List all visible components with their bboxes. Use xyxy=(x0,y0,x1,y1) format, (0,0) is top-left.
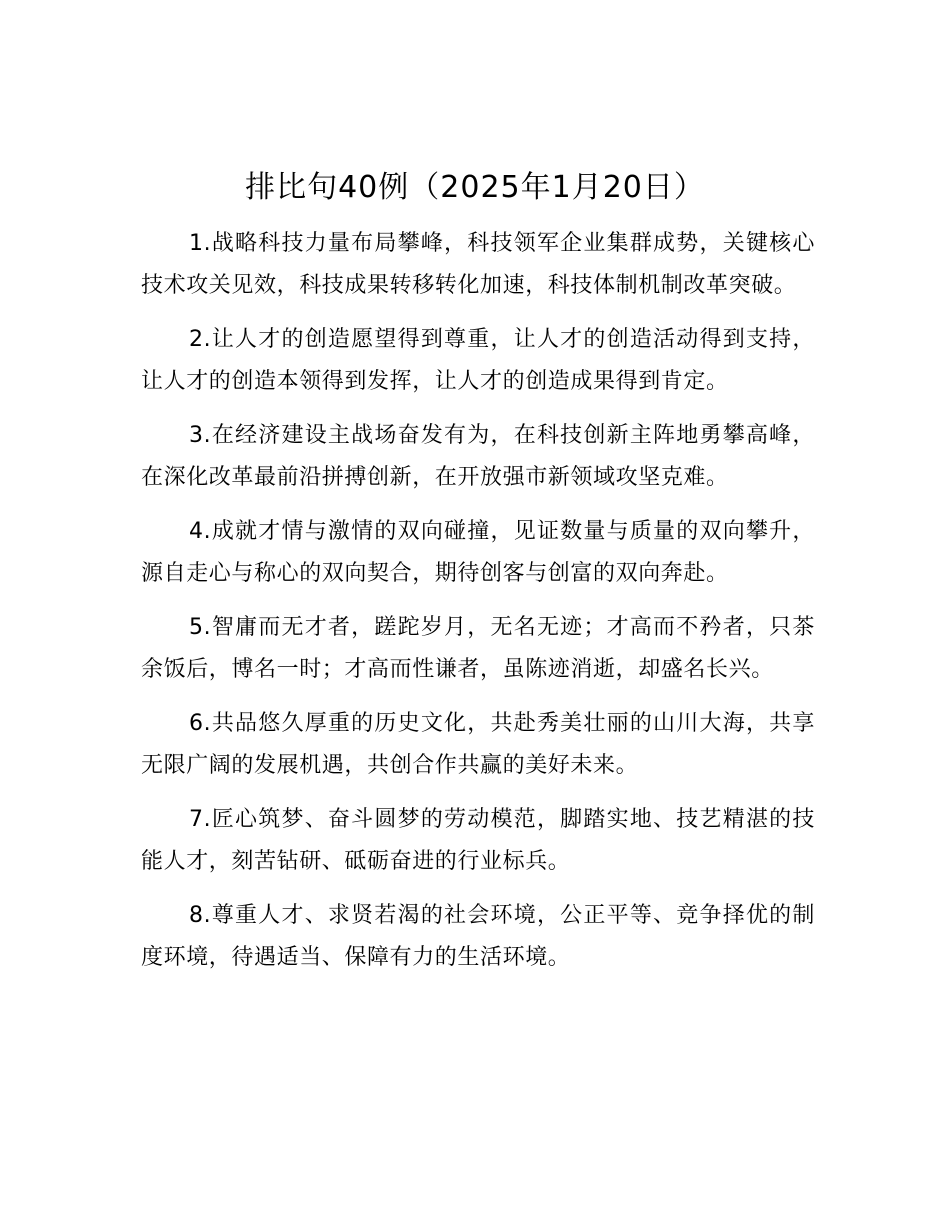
paragraph-5: 5.智庸而无才者，蹉跎岁月，无名无迹；才高而不矜者，只茶余饭后，博名一时；才高而性谦者，虽陈迹消逝，却盛名长兴。 xyxy=(141,615,815,682)
paragraph-2: 2.让人才的创造愿望得到尊重，让人才的创造活动得到支持，让人才的创造本领得到发挥，让人才的创造成果得到肯定。 xyxy=(141,327,815,394)
document-body xyxy=(141,223,815,991)
paragraph-3: 3.在经济建设主战场奋发有为，在科技创新主阵地勇攀高峰，在深化改革最前沿拼搏创新，在开放强市新领域攻坚克难。 xyxy=(141,423,815,490)
paragraph-1: 1.战略科技力量布局攀峰，科技领军企业集群成势，关键核心技术攻关见效，科技成果转移转化加速，科技体制机制改革突破。 xyxy=(141,231,815,298)
paragraph-8: 8.尊重人才、求贤若渴的社会环境，公正平等、竞争择优的制度环境，待遇适当、保障有力的生活环境。 xyxy=(141,903,815,970)
paragraph-6: 6.共品悠久厚重的历史文化，共赴秀美壮丽的山川大海，共享无限广阔的发展机遇，共创合作共赢的美好未来。 xyxy=(141,711,815,778)
paragraph-4: 4.成就才情与激情的双向碰撞，见证数量与质量的双向攀升，源自走心与称心的双向契合，期待创客与创富的双向奔赴。 xyxy=(141,519,815,586)
page-title: 排比句40例（2025年1月20日） xyxy=(245,170,705,205)
paragraph-7: 7.匠心筑梦、奋斗圆梦的劳动模范，脚踏实地、技艺精湛的技能人才，刻苦钻研、砥砺奋进的行业标兵。 xyxy=(141,807,815,874)
